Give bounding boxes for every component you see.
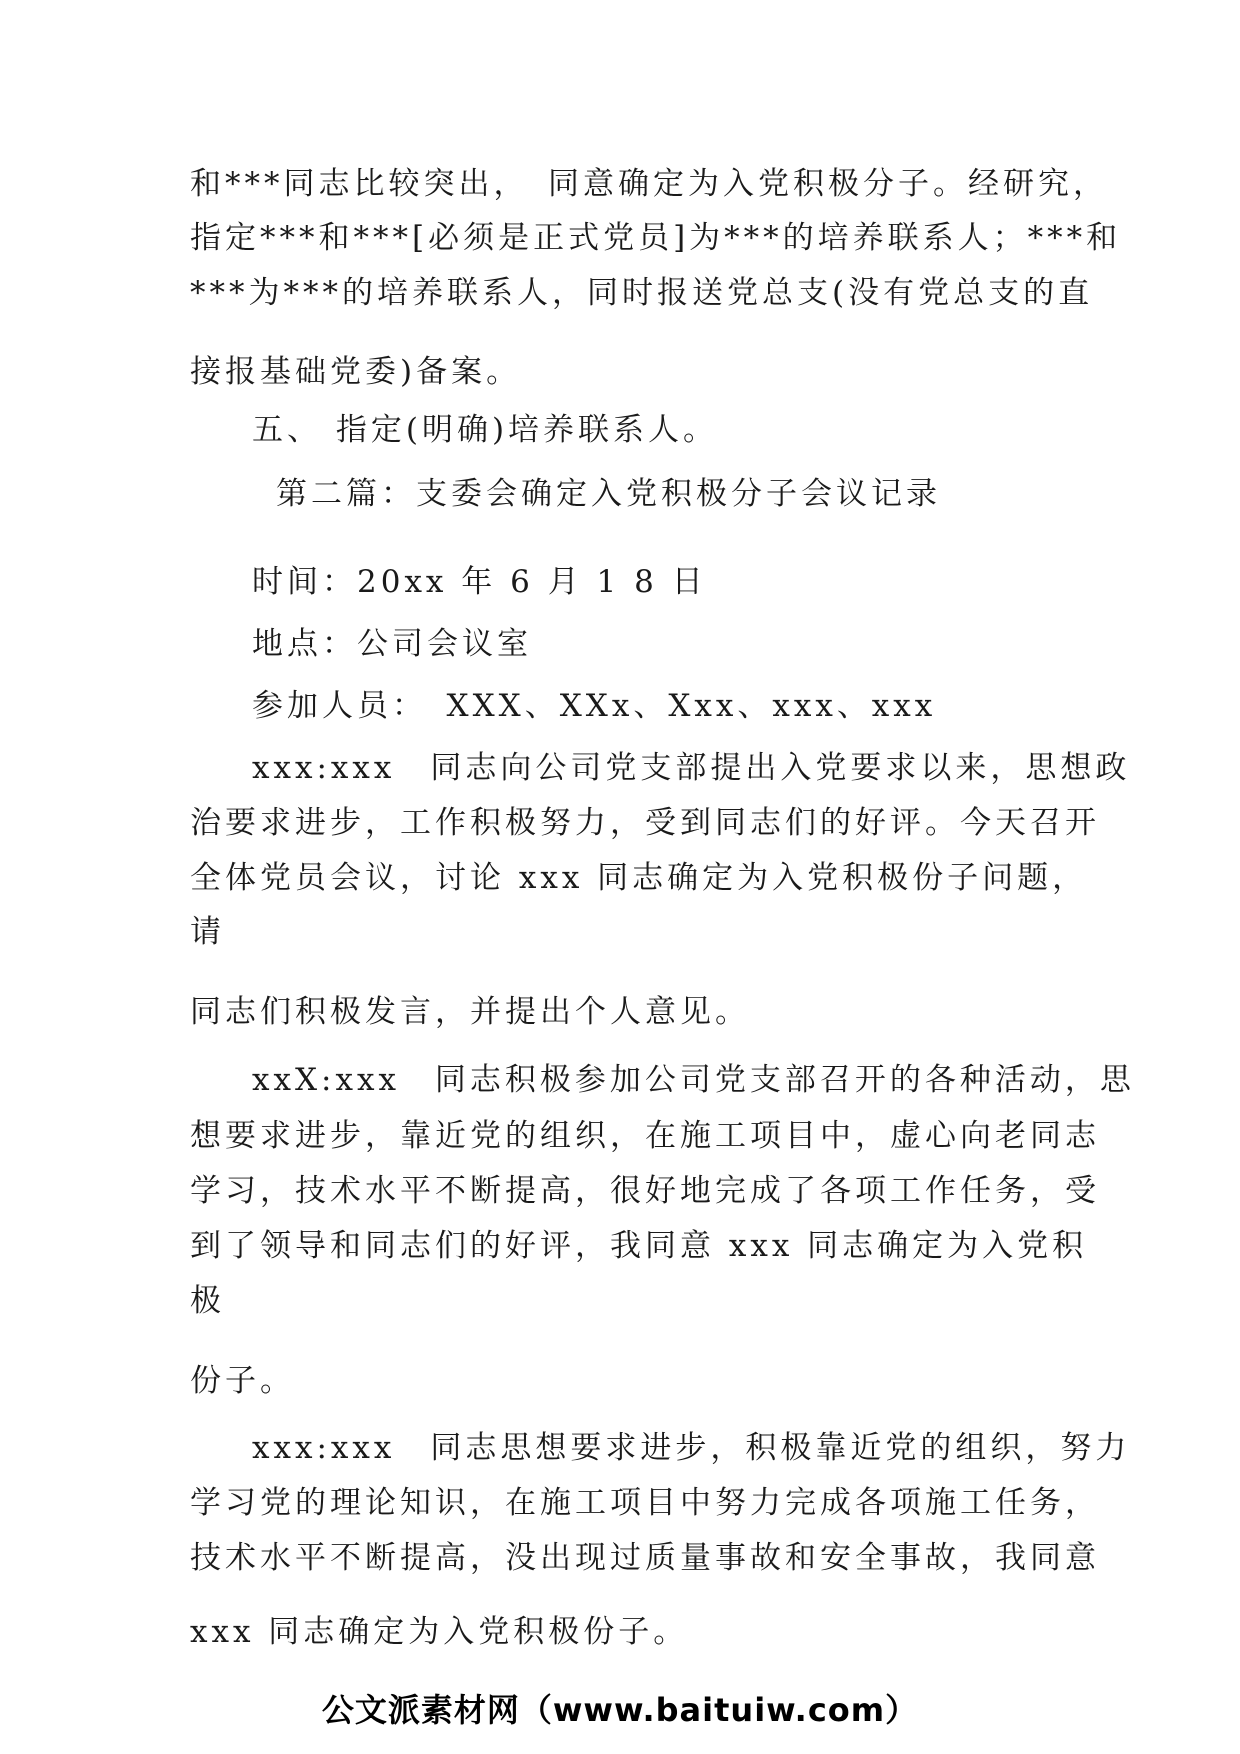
paragraph-line: 技术水平不断提高，没出现过质量事故和安全事故，我同意 (190, 1540, 1100, 1576)
paragraph-line: 学习，技术水平不断提高，很好地完成了各项工作任务，受 (190, 1173, 1100, 1209)
paragraph-line: 治要求进步，工作积极努力，受到同志们的好评。今天召开 (190, 805, 1100, 841)
paragraph-line: 指定***和***[必须是正式党员]为***的培养联系人；***和 (190, 220, 1122, 256)
paragraph-line: 极 (190, 1283, 225, 1319)
meeting-location: 地点：公司会议室 (252, 626, 532, 662)
paragraph-line: 份子。 (190, 1363, 295, 1399)
site-footer: 公文派素材网（www.baituiw.com） (321, 1691, 919, 1729)
paragraph-line: 想要求进步，靠近党的组织，在施工项目中，虚心向老同志 (190, 1118, 1100, 1154)
paragraph-line: xxx:xxx 同志向公司党支部提出入党要求以来，思想政 (252, 750, 1131, 786)
paragraph-line: 接报基础党委)备案。 (190, 354, 522, 390)
chapter-title: 第二篇：支委会确定入党积极分子会议记录 (276, 476, 941, 512)
meeting-time: 时间：20xx 年 6 月 1 8 日 (252, 564, 707, 600)
paragraph-line: 同志们积极发言，并提出个人意见。 (190, 994, 750, 1030)
paragraph-line: 学习党的理论知识，在施工项目中努力完成各项施工任务， (190, 1485, 1100, 1521)
paragraph-line: xxx 同志确定为入党积极份子。 (190, 1614, 689, 1650)
paragraph-line: 全体党员会议，讨论 xxx 同志确定为入党积极份子问题， (190, 860, 1088, 896)
paragraph-line: 和***同志比较突出， 同意确定为入党积极分子。经研究， (190, 166, 1108, 202)
paragraph-line: xxX:xxx 同志积极参加公司党支部召开的各种活动，思 (252, 1062, 1135, 1098)
paragraph-line: ***为***的培养联系人，同时报送党总支(没有党总支的直 (190, 275, 1094, 311)
section-heading: 五、 指定(明确)培养联系人。 (252, 412, 719, 448)
paragraph-line: xxx:xxx 同志思想要求进步，积极靠近党的组织，努力 (252, 1430, 1131, 1466)
paragraph-line: 请 (190, 914, 225, 950)
meeting-attendees: 参加人员： XXX、XXx、Xxx、xxx、xxx (252, 688, 937, 724)
paragraph-line: 到了领导和同志们的好评，我同意 xxx 同志确定为入党积 (190, 1228, 1088, 1264)
